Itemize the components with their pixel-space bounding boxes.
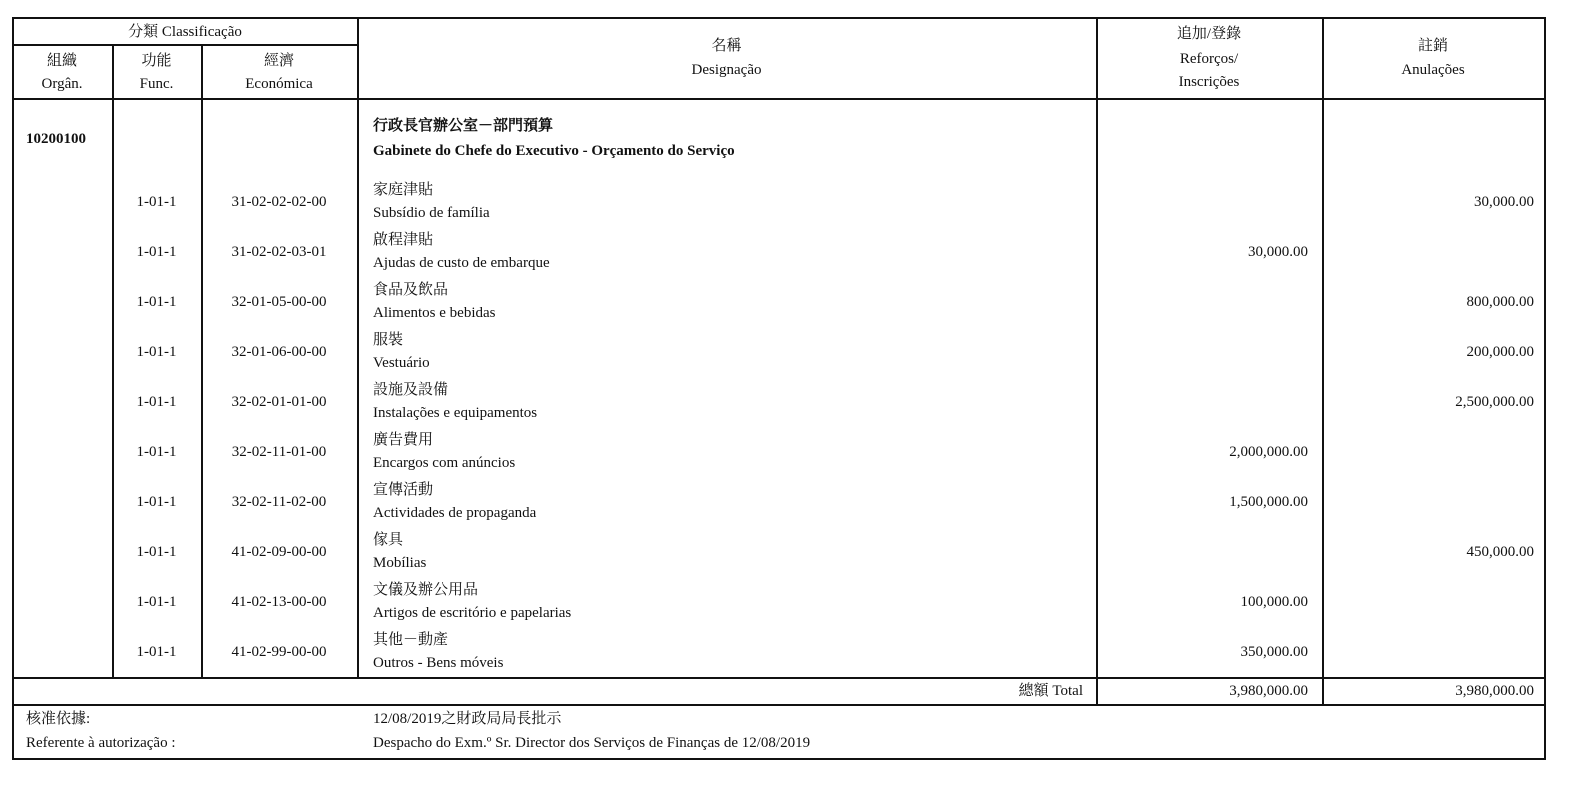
row-name-zh: 服裝 xyxy=(373,332,404,348)
border-right xyxy=(1544,17,1546,759)
row-cancellation: 30,000.00 xyxy=(1474,194,1534,210)
department-name-zh: 行政長官辦公室－部門預算 xyxy=(373,118,554,134)
row-name-pt: Instalações e equipamentos xyxy=(373,405,538,421)
row-name-pt: Artigos de escritório e papelarias xyxy=(373,605,572,621)
row-name-zh: 宣傳活動 xyxy=(373,482,434,498)
basis-label-pt: Referente à autorização : xyxy=(26,735,176,751)
row-reinforcement: 100,000.00 xyxy=(1240,594,1308,610)
budget-table xyxy=(12,17,1546,759)
table-border-bottom xyxy=(12,758,1546,760)
row-name-pt: Vestuário xyxy=(373,355,430,371)
designation-header-zh: 名稱 xyxy=(711,38,742,54)
total-reinforcement: 3,980,000.00 xyxy=(1229,683,1308,699)
reinforcement-header-zh: 追加/登錄 xyxy=(1176,26,1242,42)
row-cancellation: 450,000.00 xyxy=(1466,544,1534,560)
row-name-pt: Mobílias xyxy=(373,555,427,571)
row-functional-code: 1-01-1 xyxy=(136,594,177,610)
classification-underline xyxy=(12,44,358,46)
functional-header-pt: Func. xyxy=(139,76,174,92)
total-top-rule xyxy=(12,677,1546,679)
row-name-pt: Outros - Bens móveis xyxy=(373,655,504,671)
row-functional-code: 1-01-1 xyxy=(136,194,177,210)
row-name-zh: 廣告費用 xyxy=(373,432,434,448)
row-economic-code: 32-02-11-02-00 xyxy=(231,494,327,510)
row-functional-code: 1-01-1 xyxy=(136,244,177,260)
row-economic-code: 41-02-09-00-00 xyxy=(231,544,327,560)
col-rule-economic xyxy=(357,17,359,678)
basis-value-zh: 12/08/2019之財政局局長批示 xyxy=(373,711,562,727)
row-name-zh: 設施及設備 xyxy=(373,382,449,398)
total-cancellation: 3,980,000.00 xyxy=(1455,683,1534,699)
row-economic-code: 32-02-01-01-00 xyxy=(231,394,327,410)
row-cancellation: 200,000.00 xyxy=(1466,344,1534,360)
row-name-zh: 傢具 xyxy=(373,532,404,548)
row-cancellation: 2,500,000.00 xyxy=(1455,394,1534,410)
row-economic-code: 32-02-11-01-00 xyxy=(231,444,327,460)
organic-header-pt: Orgân. xyxy=(41,76,83,92)
row-name-zh: 文儀及辦公用品 xyxy=(373,582,479,598)
row-cancellation: 800,000.00 xyxy=(1466,294,1534,310)
col-rule-organic xyxy=(112,44,114,678)
designation-header-pt: Designação xyxy=(691,62,762,78)
total-label: 總額 Total xyxy=(1018,683,1083,699)
row-functional-code: 1-01-1 xyxy=(136,444,177,460)
cancellation-header-zh: 註銷 xyxy=(1417,38,1448,54)
department-name-pt: Gabinete do Chefe do Executivo - Orçamento do Serviço xyxy=(373,143,735,159)
row-reinforcement: 30,000.00 xyxy=(1248,244,1308,260)
row-economic-code: 41-02-99-00-00 xyxy=(231,644,327,660)
row-reinforcement: 1,500,000.00 xyxy=(1229,494,1308,510)
reinforcement-header-pt2: Inscrições xyxy=(1178,74,1240,90)
total-bottom-rule xyxy=(12,704,1546,706)
row-name-zh: 食品及飲品 xyxy=(373,282,449,298)
row-economic-code: 32-01-06-00-00 xyxy=(231,344,327,360)
row-name-zh: 家庭津貼 xyxy=(373,182,434,198)
row-functional-code: 1-01-1 xyxy=(136,344,177,360)
reinforcement-header-pt1: Reforços/ xyxy=(1179,51,1239,67)
row-economic-code: 31-02-02-03-01 xyxy=(231,244,327,260)
classification-header: 分類 Classificação xyxy=(128,24,242,40)
row-economic-code: 41-02-13-00-00 xyxy=(231,594,327,610)
row-functional-code: 1-01-1 xyxy=(136,644,177,660)
col-rule-reinforcement xyxy=(1322,17,1324,705)
row-reinforcement: 2,000,000.00 xyxy=(1229,444,1308,460)
row-economic-code: 31-02-02-02-00 xyxy=(231,194,327,210)
row-functional-code: 1-01-1 xyxy=(136,494,177,510)
cancellation-header-pt: Anulações xyxy=(1401,62,1465,78)
row-name-pt: Actividades de propaganda xyxy=(373,505,537,521)
organic-header-zh: 組織 xyxy=(46,53,77,69)
basis-value-pt: Despacho do Exm.º Sr. Director dos Serviços de Finanças de 12/08/2019 xyxy=(373,735,811,751)
row-name-pt: Subsídio de família xyxy=(373,205,490,221)
row-functional-code: 1-01-1 xyxy=(136,544,177,560)
row-reinforcement: 350,000.00 xyxy=(1240,644,1308,660)
row-name-pt: Alimentos e bebidas xyxy=(373,305,496,321)
economic-header-zh: 經濟 xyxy=(263,53,294,69)
row-name-zh: 其他－動產 xyxy=(373,632,449,648)
row-functional-code: 1-01-1 xyxy=(136,394,177,410)
functional-header-zh: 功能 xyxy=(141,53,172,69)
row-name-zh: 啟程津貼 xyxy=(373,232,434,248)
department-code: 10200100 xyxy=(26,131,86,147)
row-functional-code: 1-01-1 xyxy=(136,294,177,310)
header-bottom-rule xyxy=(12,98,1546,100)
economic-header-pt: Económica xyxy=(245,76,313,92)
row-economic-code: 32-01-05-00-00 xyxy=(231,294,327,310)
row-name-pt: Ajudas de custo de embarque xyxy=(373,255,550,271)
col-rule-functional xyxy=(201,44,203,678)
table-border-top xyxy=(12,17,1546,19)
basis-label-zh: 核准依據: xyxy=(26,711,91,727)
row-name-pt: Encargos com anúncios xyxy=(373,455,516,471)
border-left xyxy=(12,17,14,759)
